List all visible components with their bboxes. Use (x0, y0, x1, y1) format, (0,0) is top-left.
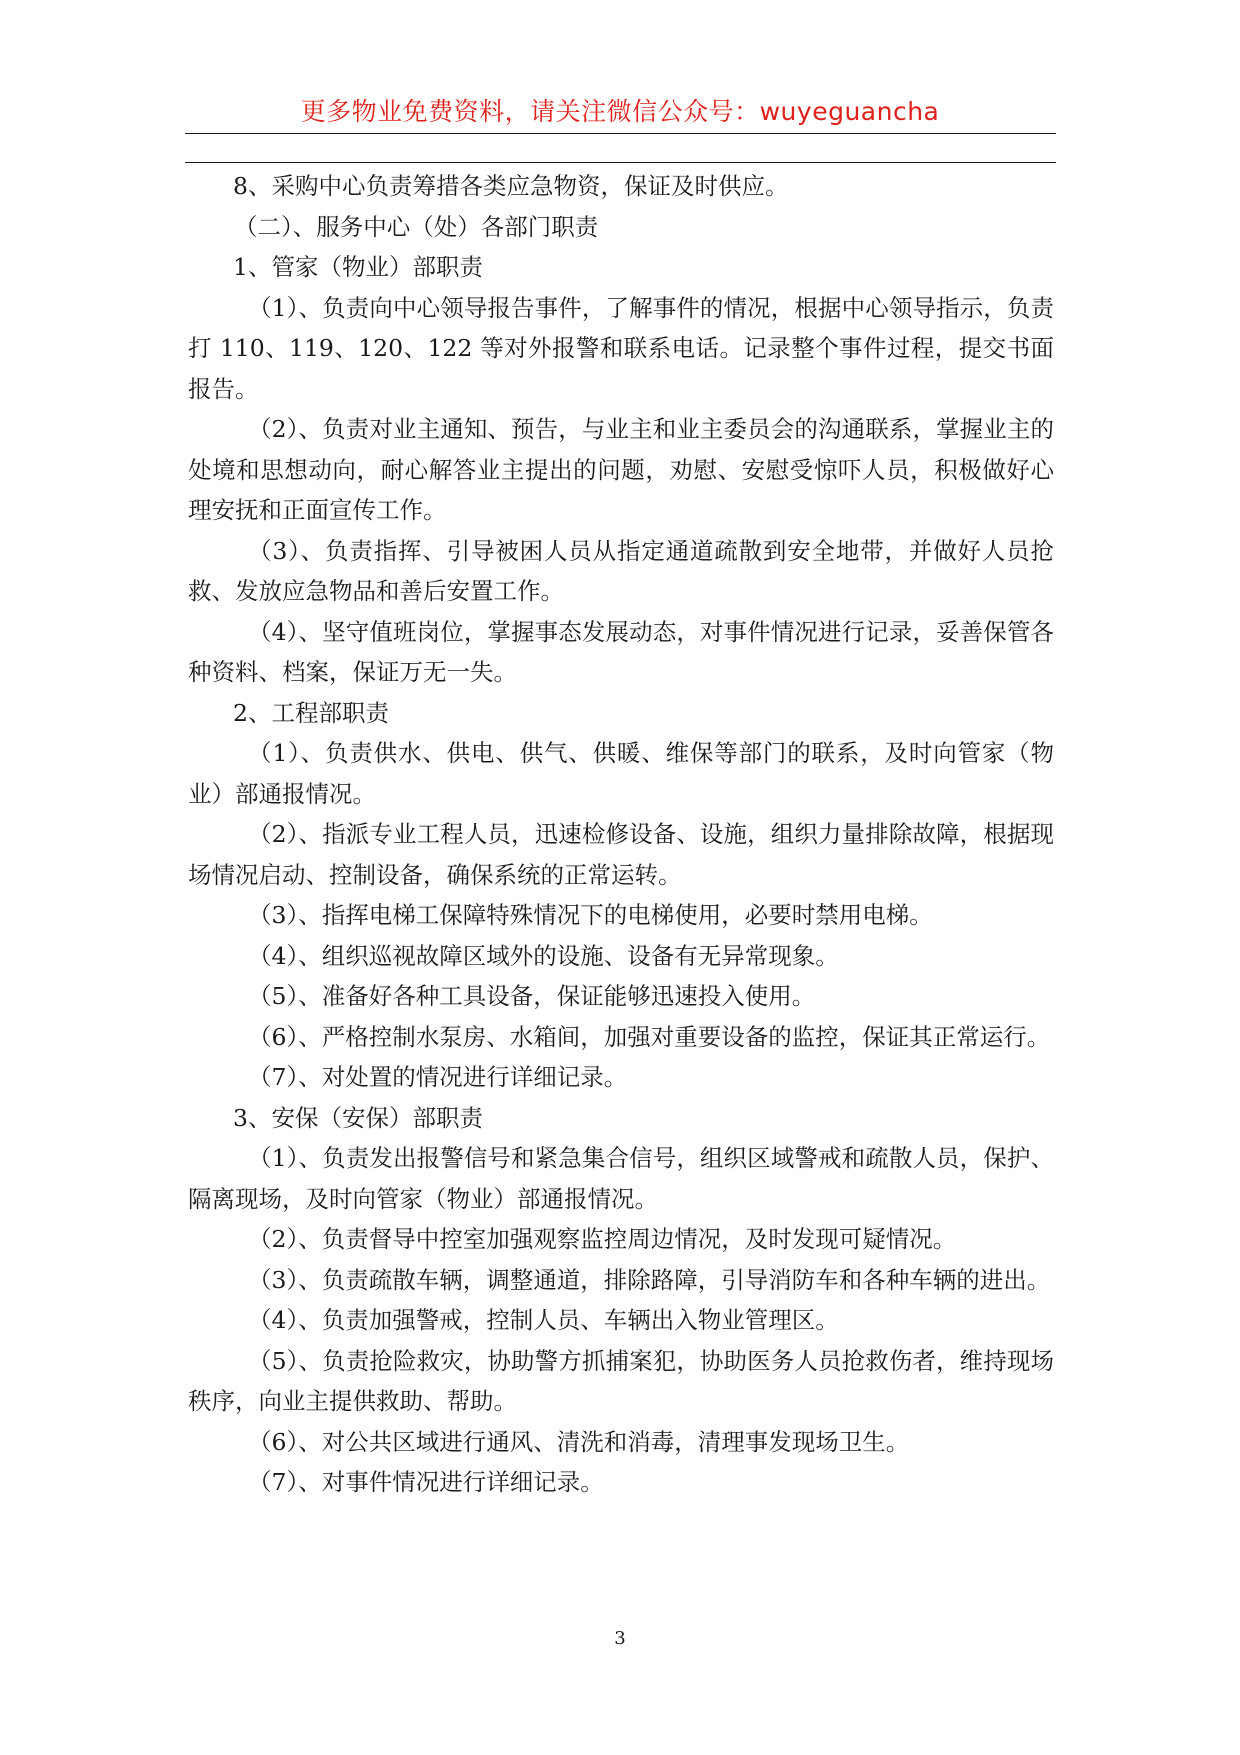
paragraph-security-4: （4）、负责加强警戒，控制人员、车辆出入物业管理区。 (248, 1306, 839, 1334)
paragraph-security-5: （5）、负责抢险救灾，协助警方抓捕案犯，协助医务人员抢救伤者，维持现场秩序，向业主提供救助、帮助。 (188, 1346, 1054, 1415)
subsection-heading-security: 3、安保（安保）部职责 (233, 1103, 483, 1132)
paragraph-engineering-6: （6）、严格控制水泵房、水箱间，加强对重要设备的监控，保证其正常运行。 (248, 1022, 1051, 1051)
paragraph-engineering-7: （7）、对处置的情况进行详细记录。 (248, 1063, 628, 1091)
paragraph-engineering-3: （3）、指挥电梯工保障特殊情况下的电梯使用，必要时禁用电梯。 (248, 901, 933, 929)
paragraph-item-8: 8、采购中心负责筹措各类应急物资，保证及时供应。 (233, 172, 789, 200)
document-body (188, 166, 1054, 1503)
section-heading-department-duties: （二）、服务中心（处）各部门职责 (234, 212, 599, 241)
paragraph-security-7: （7）、对事件情况进行详细记录。 (248, 1468, 604, 1496)
paragraph-security-3: （3）、负责疏散车辆，调整通道，排除路障，引导消防车和各种车辆的进出。 (248, 1265, 1051, 1294)
paragraph-engineering-2: （2）、指派专业工程人员，迅速检修设备、设施，组织力量排除故障，根据现场情况启动、控制设备，确保系统的正常运转。 (188, 820, 1054, 889)
paragraph-housekeeping-3: （3）、负责指挥、引导被困人员从指定通道疏散到安全地带，并做好人员抢救、发放应急物品和善后安置工作。 (188, 536, 1054, 605)
paragraph-housekeeping-4: （4）、坚守值班岗位，掌握事态发展动态，对事件情况进行记录，妥善保管各种资料、档案，保证万无一失。 (188, 617, 1054, 686)
header-rule-bottom (185, 162, 1056, 163)
header-notice: 更多物业免费资料，请关注微信公众号：wuyeguancha (300, 97, 940, 126)
page-number: 3 (614, 1628, 626, 1649)
subsection-heading-engineering: 2、工程部职责 (233, 698, 389, 727)
subsection-heading-housekeeping: 1、管家（物业）部职责 (233, 253, 483, 281)
paragraph-security-1: （1）、负责发出报警信号和紧急集合信号，组织区域警戒和疏散人员，保护、隔离现场，及时向管家（物业）部通报情况。 (188, 1144, 1054, 1213)
paragraph-security-6: （6）、对公共区域进行通风、清洗和消毒，清理事发现场卫生。 (248, 1427, 910, 1456)
header-rule-top (185, 133, 1056, 134)
paragraph-housekeeping-2: （2）、负责对业主通知、预告，与业主和业主委员会的沟通联系，掌握业主的处境和思想动向，耐心解答业主提出的问题，劝慰、安慰受惊吓人员，积极做好心理安抚和正面宣传工作。 (188, 415, 1054, 524)
paragraph-engineering-5: （5）、准备好各种工具设备，保证能够迅速投入使用。 (248, 982, 816, 1010)
paragraph-engineering-1: （1）、负责供水、供电、供气、供暖、维保等部门的联系，及时向管家（物业）部通报情况。 (188, 739, 1054, 808)
paragraph-engineering-4: （4）、组织巡视故障区域外的设施、设备有无异常现象。 (248, 941, 839, 970)
paragraph-security-2: （2）、负责督导中控室加强观察监控周边情况，及时发现可疑情况。 (248, 1225, 957, 1253)
paragraph-housekeeping-1: （1）、负责向中心领导报告事件，了解事件的情况，根据中心领导指示，负责打 110、119、120、122 等对外报警和联系电话。记录整个事件过程，提交书面报告。 (188, 293, 1054, 403)
